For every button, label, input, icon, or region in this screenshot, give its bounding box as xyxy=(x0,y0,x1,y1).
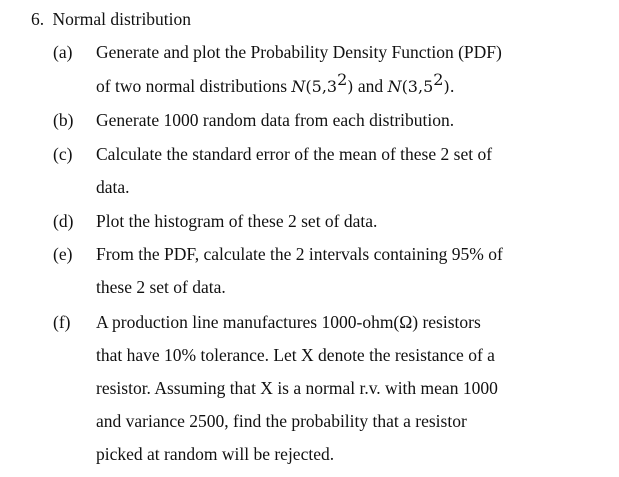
distribution-1-formula xyxy=(291,70,354,96)
item-label-f: (f) xyxy=(53,312,71,332)
item-f-line-2: that have 10% tolerance. Let X denote the resistance of a xyxy=(96,345,495,365)
distribution-1-args: (5,3 xyxy=(305,77,338,96)
item-c-line-2: data. xyxy=(96,177,130,197)
distribution-1-symbol: N xyxy=(291,77,306,96)
item-a-line-1: Generate and plot the Probability Density Function (PDF) xyxy=(96,42,502,62)
item-label-a: (a) xyxy=(53,42,73,62)
item-a-text: of two normal distributions xyxy=(96,76,288,96)
distribution-2-close: ). xyxy=(443,77,455,96)
conjunction-and: and xyxy=(357,76,384,96)
distribution-2-formula xyxy=(387,70,455,96)
item-c-line-1: Calculate the standard error of the mean of these 2 set of xyxy=(96,144,493,164)
item-e-line-2: these 2 set of data. xyxy=(96,277,226,297)
distribution-2-exponent: 2 xyxy=(433,70,444,89)
distribution-1-close: ) xyxy=(347,77,354,96)
distribution-2-symbol: N xyxy=(387,77,402,96)
item-e-line-1: From the PDF, calculate the 2 intervals containing 95% of xyxy=(96,244,503,264)
section-number: 6. xyxy=(31,9,45,29)
section-heading xyxy=(31,9,191,30)
distribution-1-exponent: 2 xyxy=(337,70,348,89)
item-f-line-5: picked at random will be rejected. xyxy=(96,444,335,464)
item-b-line-1: Generate 1000 random data from each distribution. xyxy=(96,110,455,130)
distribution-2-args: (3,5 xyxy=(401,77,434,96)
item-label-b: (b) xyxy=(53,110,74,130)
item-label-c: (c) xyxy=(53,144,73,164)
item-label-e: (e) xyxy=(53,244,73,264)
item-f-line-1: A production line manufactures 1000-ohm(Ω) resistors xyxy=(96,312,481,332)
item-label-d: (d) xyxy=(53,211,74,231)
item-a-line-2 xyxy=(96,70,455,97)
item-f-line-4: and variance 2500, find the probability that a resistor xyxy=(96,411,467,431)
item-f-line-3: resistor. Assuming that X is a normal r.v. with mean 1000 xyxy=(96,378,498,398)
item-d-line-1: Plot the histogram of these 2 set of data. xyxy=(96,211,378,231)
section-title: Normal distribution xyxy=(52,9,192,29)
